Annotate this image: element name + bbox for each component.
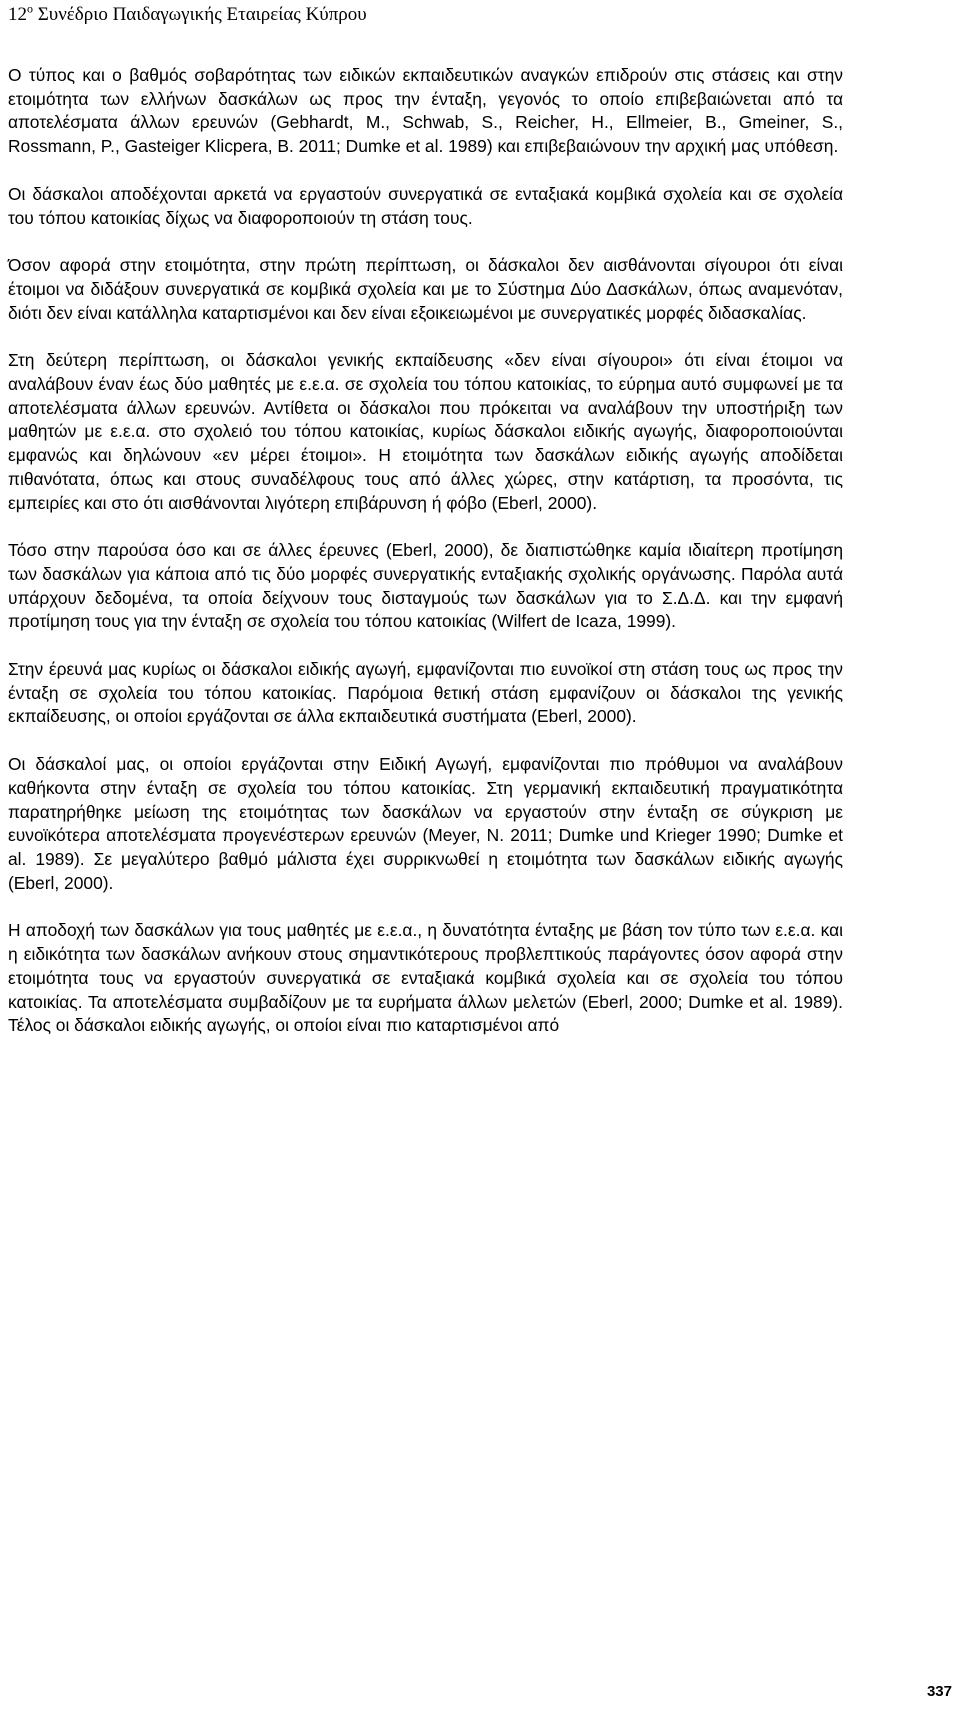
paragraph-2: Οι δάσκαλοι αποδέχονται αρκετά να εργαστούν συνεργατικά σε ενταξιακά κομβικά σχολεία και σε σχολεία του τόπου κατοικίας δίχως να διαφοροποιούν τη στάση τους. bbox=[8, 183, 843, 228]
paragraph-1: Ο τύπος και ο βαθμός σοβαρότητας των ειδικών εκπαιδευτικών αναγκών επιδρούν στις στάσεις και στην ετοιμότητα των ελλήνων δασκάλων ως προς την ένταξη, γεγονός το οποίο επιβεβαιώνεται από τα αποτελέσματα άλλων ερευνών (Gebhardt, M., Schwab, S., Reicher, H., Ellmeier, B., Gmeiner, S., Rossmann, P., Gasteiger Klicpera, B. 2011; Dumke et al. 1989) και επιβεβαιώνουν την αρχική μας υπόθεση. bbox=[8, 65, 843, 157]
paragraph-4: Στη δεύτερη περίπτωση, οι δάσκαλοι γενικής εκπαίδευσης «δεν είναι σίγουροι» ότι είναι έτοιμοι να αναλάβουν έναν έως δύο μαθητές με ε.ε.α. σε σχολεία του τόπου κατοικίας, το εύρημα αυτό συμφωνεί με τα αποτελέσματα άλλων ερευνών. Αντίθετα οι δάσκαλοι που πρόκειται να αναλάβουν την υποστήριξη των μαθητών με ε.ε.α. στο σχολειό του τόπου κατοικίας, κυρίως δάσκαλοι ειδικής αγωγής, διαφοροποιούνται εμφανώς και δηλώνουν «εν μέρει έτοιμοι». Η ετοιμότητα των δασκάλων ειδικής αγωγής αποδίδεται πιθανότατα, όπως και στους συναδέλφους τους από άλλες χώρες, στην κατάρτιση, τα προσόντα, τις εμπειρίες και στο ότι αισθάνονται λιγότερη επιβάρυνση ή φόβο (Eberl, 2000). bbox=[8, 350, 843, 513]
paragraph-3: Όσον αφορά στην ετοιμότητα, στην πρώτη περίπτωση, οι δάσκαλοι δεν αισθάνονται σίγουροι ότι είναι έτοιμοι να διδάξουν συνεργατικά σε κομβικά σχολεία και με το Σύστημα Δύο Δασκάλων, όπως αναμενόταν, διότι δεν είναι κατάλληλα καταρτισμένοι και δεν είναι εξοικειωμένοι με συνεργατικές μορφές διδασκαλίας. bbox=[8, 255, 843, 323]
page-number: 337 bbox=[926, 1683, 952, 1700]
body-text bbox=[8, 64, 843, 1062]
header-conference-title: Συνέδριο Παιδαγωγικής Εταιρείας Κύπρου bbox=[33, 4, 367, 25]
header-conference-number: 12 bbox=[8, 4, 27, 25]
header-ordinal: ο bbox=[27, 1, 33, 16]
paragraph-5: Τόσο στην παρούσα όσο και σε άλλες έρευνες (Eberl, 2000), δε διαπιστώθηκε καμία ιδιαίτερη προτίμηση των δασκάλων για κάποια από τις δύο μορφές συνεργατικής ενταξιακής σχολικής οργάνωσης. Παρόλα αυτά υπάρχουν δεδομένα, τα οποία δείχνουν τους δισταγμούς των δασκάλων για το Σ.Δ.Δ. και την εμφανή προτίμηση τους για την ένταξη σε σχολεία του τόπου κατοικίας (Wilfert de Icaza, 1999). bbox=[8, 540, 843, 632]
paragraph-8: Η αποδοχή των δασκάλων για τους μαθητές με ε.ε.α., η δυνατότητα ένταξης με βάση τον τύπο των ε.ε.α. και η ειδικότητα των δασκάλων ανήκουν στους σημαντικότερους προβλεπτικούς παράγοντες όσον αφορά στην ετοιμότητα τους να εργαστούν συνεργατικά σε ενταξιακά κομβικά σχολεία και σε σχολεία του τόπου κατοικίας. Τα αποτελέσματα συμβαδίζουν με τα ευρήματα άλλων μελετών (Eberl, 2000; Dumke et al. 1989). Τέλος οι δάσκαλοι ειδικής αγωγής, οι οποίοι είναι πιο καταρτισμένοι από bbox=[8, 920, 843, 1036]
paragraph-7: Οι δάσκαλοί μας, οι οποίοι εργάζονται στην Ειδική Αγωγή, εμφανίζονται πιο πρόθυμοι να αναλάβουν καθήκοντα στην ένταξη σε σχολεία του τόπου κατοικίας. Στη γερμανική εκπαιδευτική πραγματικότητα παρατηρήθηκε μείωση της ετοιμότητας των δασκάλων να εργαστούν στην ένταξη σε σύγκριση με ευνοϊκότερα αποτελέσματα προγενέστερων ερευνών (Meyer, N. 2011; Dumke und Krieger 1990; Dumke et al. 1989). Σε μεγαλύτερο βαθμό μάλιστα έχει συρρικνωθεί η ετοιμότητα των δασκάλων ειδικής αγωγής (Eberl, 2000). bbox=[8, 754, 843, 893]
paragraph-6: Στην έρευνά μας κυρίως οι δάσκαλοι ειδικής αγωγή, εμφανίζονται πιο ευνοϊκοί στη στάση τους ως προς την ένταξη σε σχολεία του τόπου κατοικίας. Παρόμοια θετική στάση εμφανίζουν οι δάσκαλοι της γενικής εκπαίδευσης, οι οποίοι εργάζονται σε άλλα εκπαιδευτικά συστήματα (Eberl, 2000). bbox=[8, 659, 843, 727]
running-header bbox=[8, 1, 367, 26]
